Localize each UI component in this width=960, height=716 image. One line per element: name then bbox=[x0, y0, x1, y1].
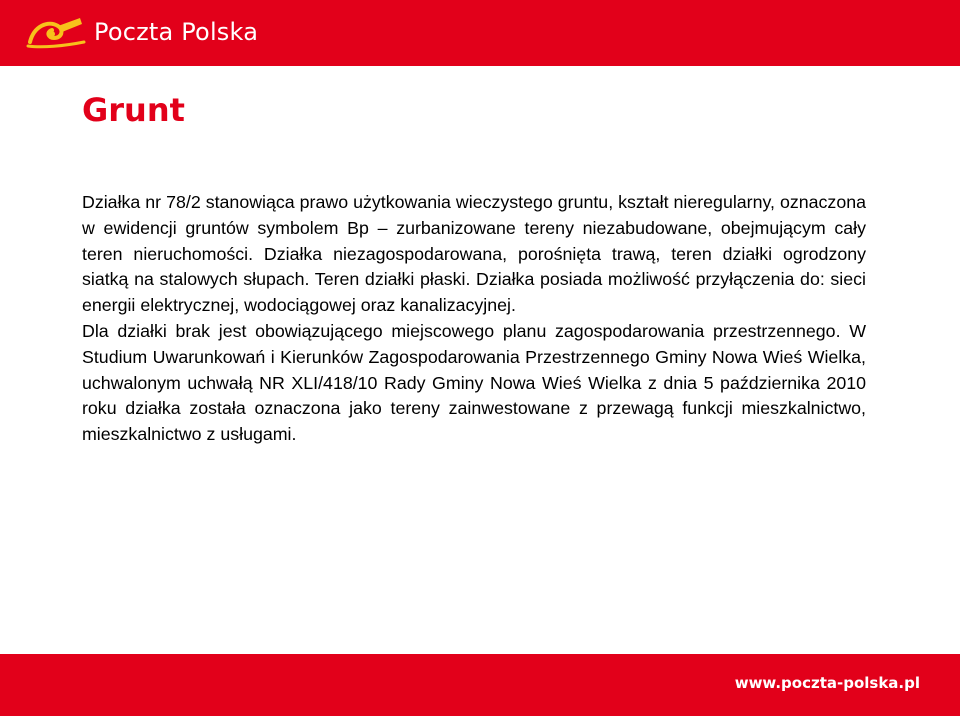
horn-logo-icon bbox=[24, 12, 88, 52]
paragraph-plot-description: Działka nr 78/2 stanowiąca prawo użytkowania wieczystego gruntu, kształt nieregularny, oznaczona w ewidencji gruntów symbolem Bp – zurbanizowane tereny niezabudowane, obejmującym cały teren nieruchomości. Działka niezagospodarowana, porośnięta trawą, teren działki ogrodzony siatką na stalowych słupach. Teren działki płaski. Działka posiada możliwość przyłączenia do: sieci energii elektrycznej, wodociągowej oraz kanalizacyjnej. bbox=[82, 192, 866, 316]
website-link[interactable]: www.poczta-polska.pl bbox=[734, 674, 920, 692]
brand-logo[interactable] bbox=[24, 10, 258, 54]
page-title: Grunt bbox=[82, 91, 185, 129]
header-bar bbox=[0, 0, 960, 66]
footer-bar bbox=[0, 654, 960, 716]
body-text bbox=[82, 190, 866, 448]
brand-name: Poczta Polska bbox=[94, 18, 259, 46]
paragraph-zoning-plan: Dla działki brak jest obowiązującego miejscowego planu zagospodarowania przestrzennego. W Studium Uwarunkowań i Kierunków Zagospodarowania Przestrzennego Gminy Nowa Wieś Wielka, uchwalonym uchwałą NR XLI/418/10 Rady Gminy Nowa Wieś Wielka z dnia 5 października 2010 roku działka została oznaczona jako tereny zainwestowane z przewagą funkcji mieszkalnictwo, mieszkalnictwo z usługami. bbox=[82, 320, 866, 445]
